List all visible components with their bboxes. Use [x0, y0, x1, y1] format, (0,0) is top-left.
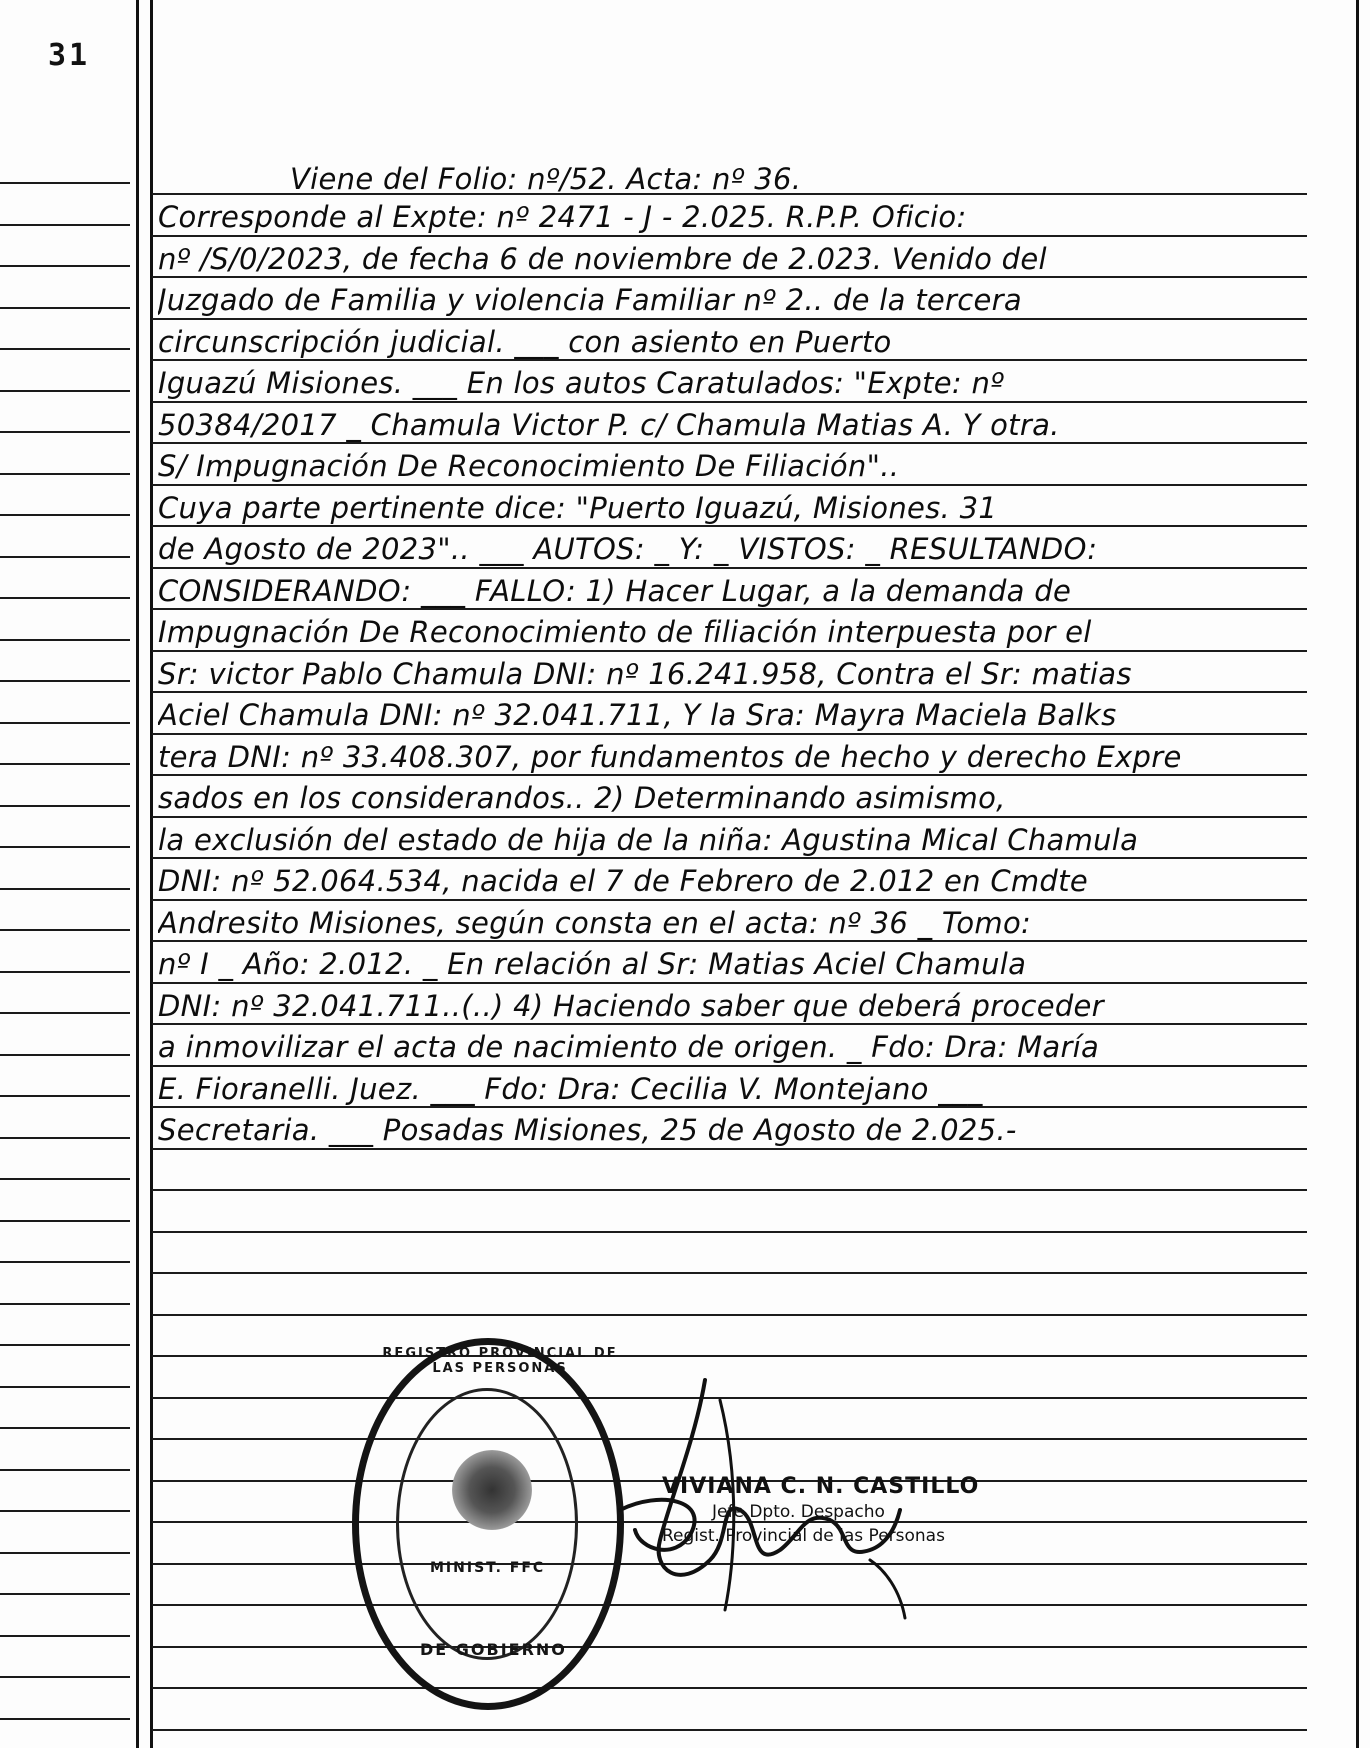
- margin-stub-line: [0, 971, 130, 973]
- handwritten-line: DNI: nº 32.041.711..(..) 4) Haciendo saber que deberá proceder: [158, 989, 1104, 1023]
- margin-stub-line: [0, 1054, 130, 1056]
- signatory-name: VIVIANA C. N. CASTILLO: [662, 1474, 980, 1499]
- header-line: Viene del Folio: nº/52. Acta: nº 36.: [290, 162, 802, 196]
- margin-stub-line: [0, 1469, 130, 1471]
- margin-stub-line: [0, 390, 130, 392]
- margin-stub-line: [0, 763, 130, 765]
- margin-stub-line: [0, 1303, 130, 1305]
- ruled-line: [152, 1687, 1307, 1689]
- margin-stub-line: [0, 514, 130, 516]
- stamp-lower-text: DE GOBIERNO: [420, 1640, 567, 1659]
- stamp-emblem-icon: [452, 1450, 532, 1530]
- margin-stub-line: [0, 597, 130, 599]
- handwritten-line: S/ Impugnación De Reconocimiento De Filiación"..: [158, 449, 900, 483]
- margin-stub-line: [0, 1095, 130, 1097]
- ruled-line: [152, 1646, 1307, 1648]
- margin-stub-line: [0, 224, 130, 226]
- margin-stub-line: [0, 265, 130, 267]
- signatory-office: Regist. Provincial de las Personas: [662, 1526, 945, 1546]
- handwritten-line: nº I _ Año: 2.012. _ En relación al Sr: Matias Aciel Chamula: [158, 947, 1027, 981]
- margin-stub-line: [0, 1261, 130, 1263]
- handwritten-line: 50384/2017 _ Chamula Victor P. c/ Chamula Matias A. Y otra.: [158, 408, 1060, 442]
- handwritten-line: Sr: victor Pablo Chamula DNI: nº 16.241.958, Contra el Sr: matias: [158, 657, 1132, 691]
- margin-stub-line: [0, 805, 130, 807]
- handwritten-line: a inmovilizar el acta de nacimiento de origen. _ Fdo: Dra: María: [158, 1030, 1100, 1064]
- handwritten-line: CONSIDERANDO: ___ FALLO: 1) Hacer Lugar, a la demanda de: [158, 574, 1072, 608]
- stamp-inner-text: MINIST. FFC: [430, 1560, 546, 1576]
- handwritten-line: tera DNI: nº 33.408.307, por fundamentos de hecho y derecho Expre: [158, 740, 1182, 774]
- margin-stub-line: [0, 1593, 130, 1595]
- ruled-line: [152, 1272, 1307, 1274]
- handwritten-line: la exclusión del estado de hija de la niña: Agustina Mical Chamula: [158, 823, 1139, 857]
- margin-stub-line: [0, 556, 130, 558]
- margin-stub-line: [0, 888, 130, 890]
- handwritten-line: Secretaria. ___ Posadas Misiones, 25 de Agosto de 2.025.-: [158, 1113, 1017, 1147]
- handwritten-line: Corresponde al Expte: nº 2471 - J - 2.025. R.P.P. Oficio:: [158, 200, 967, 234]
- margin-stub-line: [0, 1718, 130, 1720]
- ruled-line: [152, 1314, 1307, 1316]
- ruled-line: [152, 1231, 1307, 1233]
- handwritten-line: circunscripción judicial. ___ con asiento en Puerto: [158, 325, 892, 359]
- inner-margin-rule: [150, 0, 153, 1748]
- ruled-line: [152, 1729, 1307, 1731]
- signatory-role: Jefe Dpto. Despacho: [712, 1502, 885, 1522]
- handwritten-line: DNI: nº 52.064.534, nacida el 7 de Febrero de 2.012 en Cmdte: [158, 864, 1088, 898]
- handwritten-line: E. Fioranelli. Juez. ___ Fdo: Dra: Cecilia V. Montejano ___: [158, 1072, 983, 1106]
- ruled-line: [152, 1189, 1307, 1191]
- handwritten-line: nº /S/0/2023, de fecha 6 de noviembre de 2.023. Venido del: [158, 242, 1047, 276]
- left-margin-rule: [136, 0, 139, 1748]
- margin-stub-line: [0, 1635, 130, 1637]
- handwritten-line: Impugnación De Reconocimiento de filiación interpuesta por el: [158, 615, 1092, 649]
- margin-stub-line: [0, 431, 130, 433]
- margin-stub-line: [0, 846, 130, 848]
- margin-stub-line: [0, 639, 130, 641]
- margin-stub-line: [0, 1427, 130, 1429]
- margin-stub-line: [0, 722, 130, 724]
- margin-stub-line: [0, 1676, 130, 1678]
- folio-corner-number: 31: [48, 38, 91, 73]
- margin-stub-line: [0, 1220, 130, 1222]
- margin-stub-line: [0, 1137, 130, 1139]
- margin-stub-line: [0, 307, 130, 309]
- margin-stub-line: [0, 680, 130, 682]
- handwritten-line: Andresito Misiones, según consta en el acta: nº 36 _ Tomo:: [158, 906, 1032, 940]
- right-edge-rule: [1356, 0, 1359, 1748]
- margin-stub-lines: [0, 0, 132, 1748]
- handwritten-line: sados en los considerandos.. 2) Determinando asimismo,: [158, 781, 1006, 815]
- stamp-outer-text: REGISTRO PROVINCIAL DE LAS PERSONAS: [382, 1346, 618, 1376]
- margin-stub-line: [0, 182, 130, 184]
- handwritten-line: de Agosto de 2023".. ___ AUTOS: _ Y: _ VISTOS: _ RESULTANDO:: [158, 532, 1098, 566]
- handwritten-line: Juzgado de Familia y violencia Familiar nº 2.. de la tercera: [158, 283, 1022, 317]
- margin-stub-line: [0, 473, 130, 475]
- margin-stub-line: [0, 348, 130, 350]
- margin-stub-line: [0, 1012, 130, 1014]
- margin-stub-line: [0, 1552, 130, 1554]
- ruled-line: [152, 1355, 1307, 1357]
- margin-stub-line: [0, 929, 130, 931]
- margin-stub-line: [0, 1178, 130, 1180]
- margin-stub-line: [0, 1344, 130, 1346]
- margin-stub-line: [0, 1510, 130, 1512]
- handwritten-line: Iguazú Misiones. ___ En los autos Caratulados: "Expte: nº: [158, 366, 1005, 400]
- handwritten-line: Aciel Chamula DNI: nº 32.041.711, Y la Sra: Mayra Maciela Balks: [158, 698, 1117, 732]
- margin-stub-line: [0, 1386, 130, 1388]
- handwritten-line: Cuya parte pertinente dice: "Puerto Iguazú, Misiones. 31: [158, 491, 998, 525]
